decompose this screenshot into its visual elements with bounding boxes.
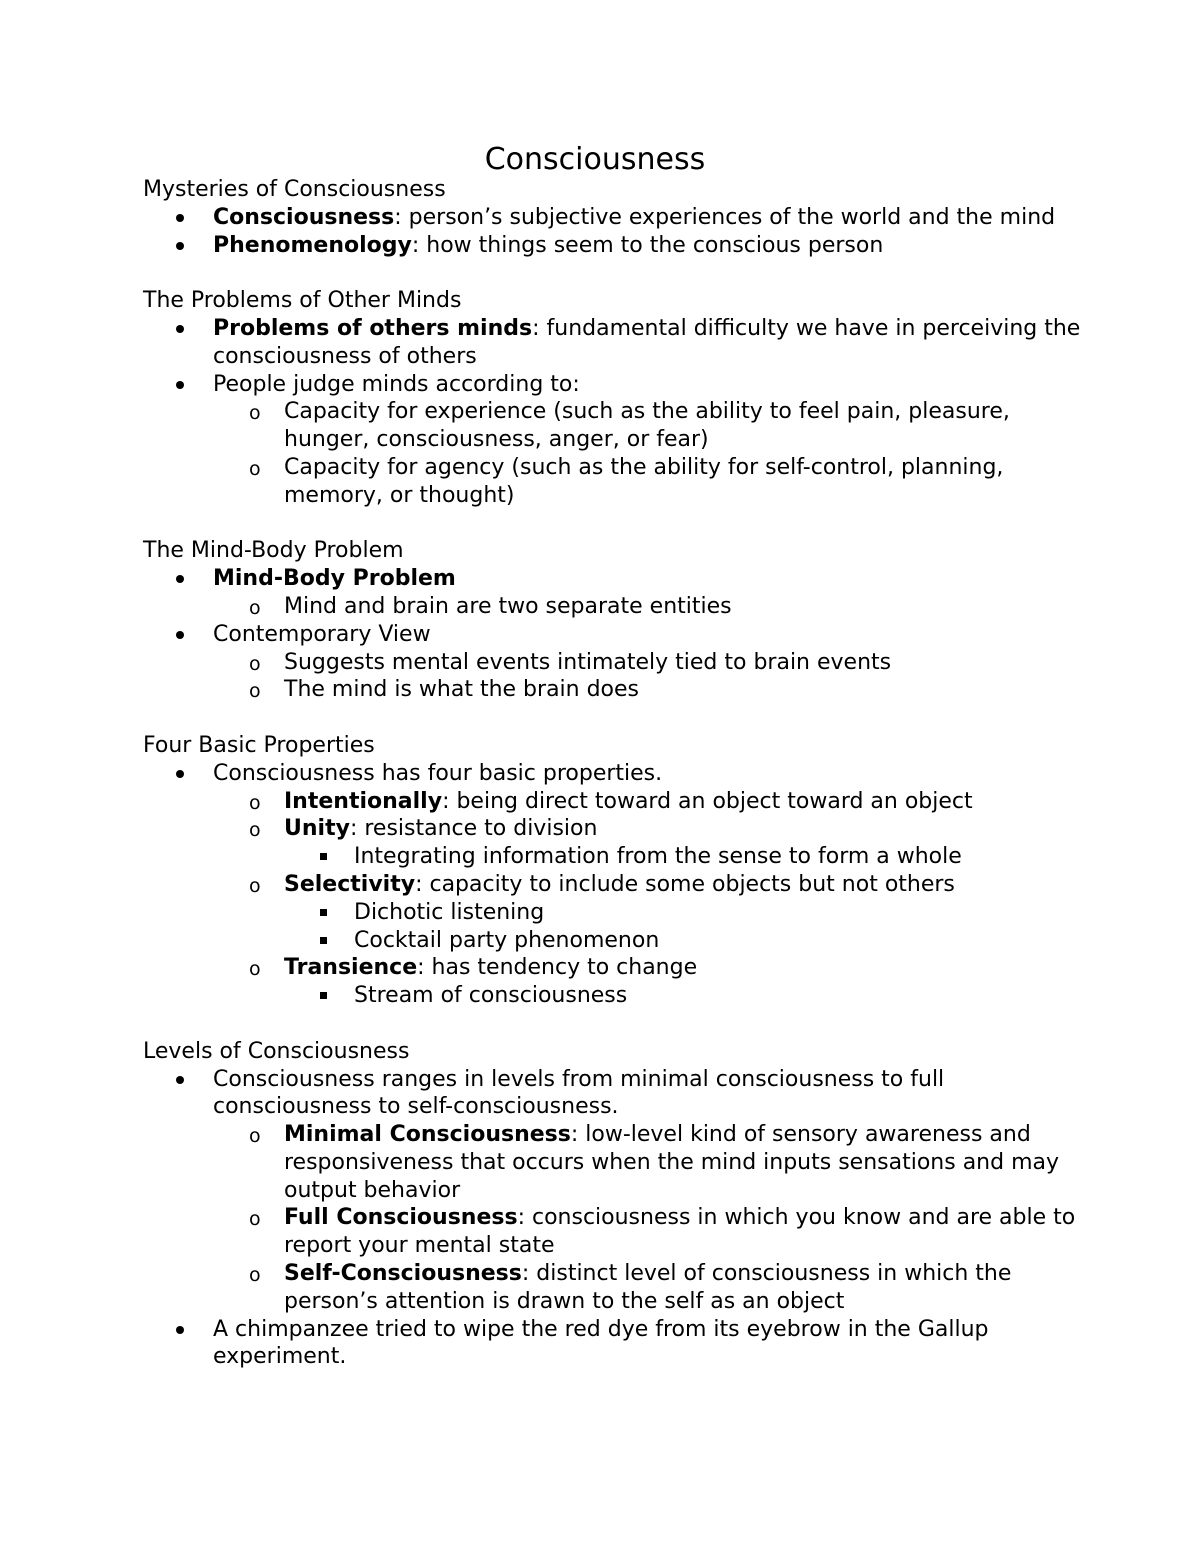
- definition: : resistance to division: [349, 816, 598, 842]
- term: Consciousness: [213, 204, 395, 230]
- sub-list-item: [213, 454, 1083, 510]
- sub-list-item: [213, 871, 1083, 954]
- circle-bullet-icon: o: [249, 1264, 261, 1287]
- section-four-properties: [143, 732, 1083, 1010]
- bullet-list: [143, 315, 1083, 510]
- bullet-icon: [176, 1076, 184, 1084]
- bullet-list: [143, 204, 1083, 260]
- square-bullet-icon: [320, 853, 327, 860]
- bullet-list: [143, 565, 1083, 704]
- term: Selectivity: [284, 871, 416, 897]
- circle-bullet-icon: o: [249, 1125, 261, 1148]
- term: Self-Consciousness: [284, 1261, 522, 1287]
- circle-bullet-icon: o: [249, 958, 261, 981]
- sub-list-item: [213, 815, 1083, 871]
- term: Intentionally: [284, 788, 443, 814]
- item-text: Consciousness ranges in levels from minimal consciousness to full consciousness to self-consciousness.: [213, 1066, 945, 1120]
- section-heading: Levels of Consciousness: [143, 1038, 410, 1064]
- sub-list-item: [213, 1121, 1083, 1204]
- sub-sub-list-item: [284, 927, 1083, 955]
- definition: : person’s subjective experiences of the world and the mind: [394, 204, 1056, 230]
- definition: : being direct toward an object toward an object: [442, 788, 973, 814]
- list-item: [143, 1066, 1083, 1316]
- sub-sub-list-item: [284, 899, 1083, 927]
- definition: : consciousness in which you know and are able to report your mental state: [284, 1205, 1076, 1259]
- section-levels: [143, 1038, 1083, 1372]
- section-heading: Four Basic Properties: [143, 732, 375, 758]
- circle-bullet-icon: o: [249, 819, 261, 842]
- circle-bullet-icon: o: [249, 1208, 261, 1231]
- circle-bullet-icon: o: [249, 596, 261, 619]
- bullet-list: [143, 1066, 1083, 1372]
- list-item: [143, 565, 1083, 621]
- bullet-icon: [176, 631, 184, 639]
- definition: : fundamental difficulty we have in perceiving the consciousness of others: [213, 315, 1081, 369]
- bullet-icon: [176, 214, 184, 222]
- list-item: [143, 232, 1083, 260]
- circle-bullet-icon: o: [249, 402, 261, 425]
- bullet-icon: [176, 575, 184, 583]
- term: Full Consciousness: [284, 1205, 518, 1231]
- item-text: Stream of consciousness: [354, 983, 628, 1009]
- term: Transience: [284, 955, 418, 981]
- sub-list: [213, 1121, 1083, 1316]
- circle-bullet-icon: o: [249, 457, 261, 480]
- sub-list-item: [213, 649, 1083, 677]
- sub-sub-list-item: [284, 982, 1083, 1010]
- section-heading: The Mind-Body Problem: [143, 538, 404, 564]
- term: Problems of others minds: [213, 315, 533, 341]
- list-item: [143, 760, 1083, 1010]
- list-item: [143, 204, 1083, 232]
- bullet-icon: [176, 770, 184, 778]
- item-text: Consciousness has four basic properties.: [213, 760, 663, 786]
- sub-list: [213, 788, 1083, 1010]
- bullet-icon: [176, 242, 184, 250]
- sub-list-item: [213, 788, 1083, 816]
- term: Phenomenology: [213, 232, 412, 258]
- term: Minimal Consciousness: [284, 1122, 571, 1148]
- item-text: Integrating information from the sense to form a whole: [354, 844, 962, 870]
- circle-bullet-icon: o: [249, 791, 261, 814]
- list-item: [143, 315, 1083, 371]
- sub-list-item: [213, 1260, 1083, 1316]
- sub-list-item: [213, 593, 1083, 621]
- bullet-list: [143, 760, 1083, 1010]
- list-item: [143, 371, 1083, 510]
- sub-sub-list-item: [284, 843, 1083, 871]
- list-item: [143, 621, 1083, 704]
- term: Unity: [284, 816, 350, 842]
- square-bullet-icon: [320, 937, 327, 944]
- sub-list-item: [213, 954, 1083, 1010]
- definition: : capacity to include some objects but not others: [415, 871, 955, 897]
- bullet-icon: [176, 325, 184, 333]
- sub-sub-list: [284, 843, 1083, 871]
- section-heading: The Problems of Other Minds: [143, 288, 462, 314]
- sub-list-item: [213, 1204, 1083, 1260]
- square-bullet-icon: [320, 909, 327, 916]
- definition: : how things seem to the conscious person: [411, 232, 884, 258]
- square-bullet-icon: [320, 992, 327, 999]
- item-text: The mind is what the brain does: [284, 677, 640, 703]
- item-text: Suggests mental events intimately tied to brain events: [284, 649, 892, 675]
- item-text: A chimpanzee tried to wipe the red dye from its eyebrow in the Gallup experiment.: [213, 1316, 989, 1370]
- circle-bullet-icon: o: [249, 652, 261, 675]
- circle-bullet-icon: o: [249, 680, 261, 703]
- definition: : distinct level of consciousness in which the person’s attention is drawn to the self as an object: [284, 1261, 1012, 1314]
- document-body: [143, 176, 1083, 1371]
- definition: : low-level kind of sensory awareness and responsiveness that occurs when the mind inputs sensations and may output behavior: [284, 1122, 1060, 1203]
- sub-sub-list: [284, 982, 1083, 1010]
- item-text: Capacity for experience (such as the ability to feel pain, pleasure, hunger, consciousness, anger, or fear): [284, 399, 1010, 453]
- bullet-icon: [176, 381, 184, 389]
- term: Mind-Body Problem: [213, 566, 456, 592]
- item-text: Mind and brain are two separate entities: [284, 593, 732, 619]
- section-mysteries: [143, 176, 1083, 259]
- definition: : has tendency to change: [417, 955, 698, 981]
- item-text: Dichotic listening: [354, 899, 545, 925]
- sub-list: [213, 649, 1083, 705]
- item-text: Capacity for agency (such as the ability for self-control, planning, memory, or thought): [284, 454, 1004, 508]
- sub-list: [213, 398, 1083, 509]
- item-text: Cocktail party phenomenon: [354, 927, 660, 953]
- sub-list: [213, 593, 1083, 621]
- sub-list-item: [213, 398, 1083, 454]
- section-heading: Mysteries of Consciousness: [143, 177, 446, 202]
- document-title: Consciousness: [484, 142, 706, 177]
- sub-list-item: [213, 676, 1083, 704]
- section-mind-body: [143, 537, 1083, 704]
- section-other-minds: [143, 287, 1083, 509]
- sub-sub-list: [284, 899, 1083, 955]
- circle-bullet-icon: o: [249, 874, 261, 897]
- list-item: [143, 1316, 1083, 1372]
- item-text: People judge minds according to:: [213, 371, 580, 397]
- item-text: Contemporary View: [213, 621, 431, 647]
- bullet-icon: [176, 1326, 184, 1334]
